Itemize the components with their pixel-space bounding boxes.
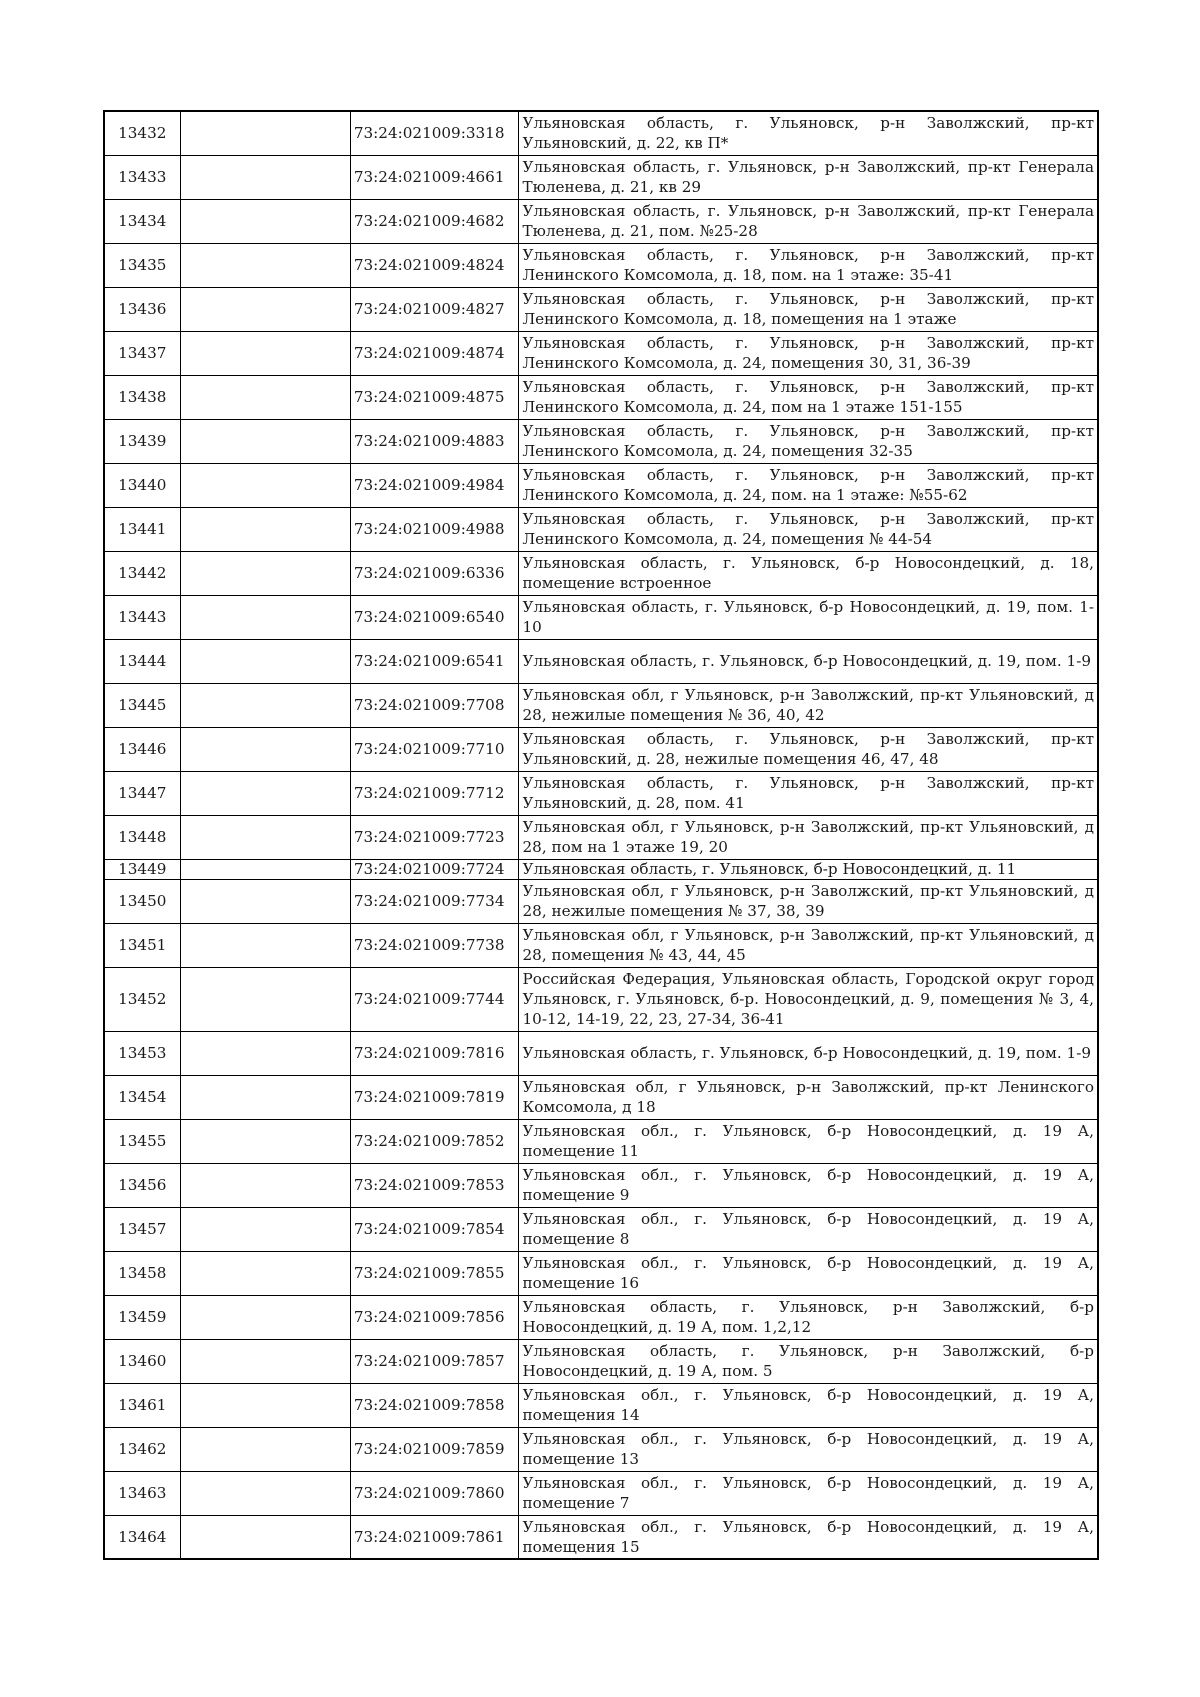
table-row — [104, 1031, 1098, 1075]
row-number-cell: 13445 — [104, 683, 180, 727]
empty-cell — [180, 155, 350, 199]
address-cell: Ульяновская область, г. Ульяновск, р-н Заволжский, пр-кт Ульяновский, д. 28, нежилые помещения 46, 47, 48 — [518, 727, 1098, 771]
row-number-cell: 13441 — [104, 507, 180, 551]
row-number-cell: 13443 — [104, 595, 180, 639]
table-row — [104, 1075, 1098, 1119]
address-cell: Ульяновская обл., г. Ульяновск, б-р Новосондецкий, д. 19 А, помещение 16 — [518, 1251, 1098, 1295]
address-cell: Российская Федерация, Ульяновская область, Городской округ город Ульяновск, г. Ульяновск, б-р. Новосондецкий, д. 9, помещения № 3, 4, 10-12, 14-19, 22, 23, 27-34, 36-41 — [518, 967, 1098, 1031]
table-row — [104, 331, 1098, 375]
cadastral-number-cell: 73:24:021009:6540 — [350, 595, 518, 639]
empty-cell — [180, 1515, 350, 1559]
empty-cell — [180, 879, 350, 923]
row-number-cell: 13453 — [104, 1031, 180, 1075]
cadastral-number-cell: 73:24:021009:7712 — [350, 771, 518, 815]
row-number-cell: 13433 — [104, 155, 180, 199]
empty-cell — [180, 199, 350, 243]
empty-cell — [180, 1383, 350, 1427]
address-cell: Ульяновская область, г. Ульяновск, р-н Заволжский, пр-кт Ленинского Комсомола, д. 18, пом. на 1 этаже: 35-41 — [518, 243, 1098, 287]
address-cell: Ульяновская область, г. Ульяновск, б-р Новосондецкий, д. 19, пом. 1-9 — [518, 1031, 1098, 1075]
address-cell: Ульяновская область, г. Ульяновск, р-н Заволжский, пр-кт Ленинского Комсомола, д. 18, помещения на 1 этаже — [518, 287, 1098, 331]
cadastral-number-cell: 73:24:021009:7854 — [350, 1207, 518, 1251]
address-cell: Ульяновская область, г. Ульяновск, р-н Заволжский, пр-кт Ленинского Комсомола, д. 24, помещения 32-35 — [518, 419, 1098, 463]
table-row — [104, 1471, 1098, 1515]
address-cell: Ульяновская обл., г. Ульяновск, б-р Новосондецкий, д. 19 А, помещение 7 — [518, 1471, 1098, 1515]
address-cell: Ульяновская область, г. Ульяновск, р-н Заволжский, пр-кт Ленинского Комсомола, д. 24, помещения 30, 31, 36-39 — [518, 331, 1098, 375]
cadastral-number-cell: 73:24:021009:7861 — [350, 1515, 518, 1559]
cadastral-number-cell: 73:24:021009:7858 — [350, 1383, 518, 1427]
cadastral-number-cell: 73:24:021009:7734 — [350, 879, 518, 923]
address-cell: Ульяновская область, г. Ульяновск, р-н Заволжский, б-р Новосондецкий, д. 19 А, пом. 1,2,12 — [518, 1295, 1098, 1339]
table-row — [104, 967, 1098, 1031]
table-row — [104, 1119, 1098, 1163]
empty-cell — [180, 331, 350, 375]
table-row — [104, 815, 1098, 859]
table-row — [104, 551, 1098, 595]
table-row — [104, 243, 1098, 287]
address-cell: Ульяновская обл., г. Ульяновск, б-р Новосондецкий, д. 19 А, помещение 9 — [518, 1163, 1098, 1207]
address-cell: Ульяновская обл., г. Ульяновск, б-р Новосондецкий, д. 19 А, помещения 15 — [518, 1515, 1098, 1559]
cadastral-number-cell: 73:24:021009:3318 — [350, 111, 518, 155]
empty-cell — [180, 1427, 350, 1471]
row-number-cell: 13455 — [104, 1119, 180, 1163]
row-number-cell: 13437 — [104, 331, 180, 375]
address-cell: Ульяновская обл., г. Ульяновск, б-р Новосондецкий, д. 19 А, помещение 11 — [518, 1119, 1098, 1163]
table-row — [104, 419, 1098, 463]
table-row — [104, 507, 1098, 551]
empty-cell — [180, 1207, 350, 1251]
empty-cell — [180, 923, 350, 967]
empty-cell — [180, 1119, 350, 1163]
empty-cell — [180, 1251, 350, 1295]
empty-cell — [180, 1295, 350, 1339]
row-number-cell: 13448 — [104, 815, 180, 859]
empty-cell — [180, 1031, 350, 1075]
address-cell: Ульяновская область, г. Ульяновск, б-р Новосондецкий, д. 19, пом. 1-9 — [518, 639, 1098, 683]
address-cell: Ульяновская область, г. Ульяновск, р-н Заволжский, пр-кт Ленинского Комсомола, д. 24, пом на 1 этаже 151-155 — [518, 375, 1098, 419]
empty-cell — [180, 375, 350, 419]
table-row — [104, 1515, 1098, 1559]
table-row — [104, 923, 1098, 967]
empty-cell — [180, 243, 350, 287]
property-registry-table — [103, 110, 1099, 1560]
row-number-cell: 13464 — [104, 1515, 180, 1559]
table-row — [104, 727, 1098, 771]
row-number-cell: 13457 — [104, 1207, 180, 1251]
cadastral-number-cell: 73:24:021009:7816 — [350, 1031, 518, 1075]
cadastral-number-cell: 73:24:021009:7852 — [350, 1119, 518, 1163]
row-number-cell: 13444 — [104, 639, 180, 683]
address-cell: Ульяновская область, г. Ульяновск, р-н Заволжский, пр-кт Ульяновский, д. 28, пом. 41 — [518, 771, 1098, 815]
cadastral-number-cell: 73:24:021009:7859 — [350, 1427, 518, 1471]
table-row — [104, 771, 1098, 815]
address-cell: Ульяновская обл., г. Ульяновск, б-р Новосондецкий, д. 19 А, помещение 8 — [518, 1207, 1098, 1251]
cadastral-number-cell: 73:24:021009:4682 — [350, 199, 518, 243]
cadastral-number-cell: 73:24:021009:4984 — [350, 463, 518, 507]
row-number-cell: 13454 — [104, 1075, 180, 1119]
cadastral-number-cell: 73:24:021009:7860 — [350, 1471, 518, 1515]
table-row — [104, 595, 1098, 639]
empty-cell — [180, 419, 350, 463]
address-cell: Ульяновская область, г. Ульяновск, б-р Новосондецкий, д. 19, пом. 1-10 — [518, 595, 1098, 639]
table-row — [104, 1427, 1098, 1471]
cadastral-number-cell: 73:24:021009:7744 — [350, 967, 518, 1031]
table-row — [104, 1295, 1098, 1339]
table-row — [104, 1339, 1098, 1383]
table-row — [104, 1207, 1098, 1251]
empty-cell — [180, 967, 350, 1031]
address-cell: Ульяновская обл, г Ульяновск, р-н Заволжский, пр-кт Ульяновский, д 28, нежилые помещения № 37, 38, 39 — [518, 879, 1098, 923]
empty-cell — [180, 1471, 350, 1515]
table-row — [104, 199, 1098, 243]
address-cell: Ульяновская область, г. Ульяновск, р-н Заволжский, пр-кт Генерала Тюленева, д. 21, кв 29 — [518, 155, 1098, 199]
empty-cell — [180, 551, 350, 595]
empty-cell — [180, 287, 350, 331]
empty-cell — [180, 1163, 350, 1207]
empty-cell — [180, 771, 350, 815]
cadastral-number-cell: 73:24:021009:7724 — [350, 859, 518, 879]
empty-cell — [180, 111, 350, 155]
empty-cell — [180, 639, 350, 683]
cadastral-number-cell: 73:24:021009:6541 — [350, 639, 518, 683]
table-row — [104, 287, 1098, 331]
cadastral-number-cell: 73:24:021009:7855 — [350, 1251, 518, 1295]
empty-cell — [180, 683, 350, 727]
cadastral-number-cell: 73:24:021009:4661 — [350, 155, 518, 199]
address-cell: Ульяновская обл., г. Ульяновск, б-р Новосондецкий, д. 19 А, помещения 14 — [518, 1383, 1098, 1427]
row-number-cell: 13450 — [104, 879, 180, 923]
table-row — [104, 375, 1098, 419]
address-cell: Ульяновская область, г. Ульяновск, б-р Новосондецкий, д. 18, помещение встроенное — [518, 551, 1098, 595]
empty-cell — [180, 463, 350, 507]
row-number-cell: 13439 — [104, 419, 180, 463]
cadastral-number-cell: 73:24:021009:6336 — [350, 551, 518, 595]
table-row — [104, 1251, 1098, 1295]
row-number-cell: 13447 — [104, 771, 180, 815]
address-cell: Ульяновская обл, г Ульяновск, р-н Заволжский, пр-кт Ульяновский, д 28, помещения № 43, 44, 45 — [518, 923, 1098, 967]
row-number-cell: 13436 — [104, 287, 180, 331]
cadastral-number-cell: 73:24:021009:7738 — [350, 923, 518, 967]
cadastral-number-cell: 73:24:021009:7853 — [350, 1163, 518, 1207]
table-row — [104, 1383, 1098, 1427]
empty-cell — [180, 859, 350, 879]
table-row — [104, 639, 1098, 683]
table-row — [104, 859, 1098, 879]
row-number-cell: 13463 — [104, 1471, 180, 1515]
empty-cell — [180, 1075, 350, 1119]
cadastral-number-cell: 73:24:021009:7710 — [350, 727, 518, 771]
cadastral-number-cell: 73:24:021009:4874 — [350, 331, 518, 375]
row-number-cell: 13459 — [104, 1295, 180, 1339]
row-number-cell: 13434 — [104, 199, 180, 243]
registry-table-body — [104, 111, 1098, 1559]
cadastral-number-cell: 73:24:021009:7723 — [350, 815, 518, 859]
cadastral-number-cell: 73:24:021009:4827 — [350, 287, 518, 331]
row-number-cell: 13438 — [104, 375, 180, 419]
table-row — [104, 683, 1098, 727]
address-cell: Ульяновская обл, г Ульяновск, р-н Заволжский, пр-кт Ульяновский, д 28, нежилые помещения № 36, 40, 42 — [518, 683, 1098, 727]
address-cell: Ульяновская область, г. Ульяновск, р-н Заволжский, пр-кт Генерала Тюленева, д. 21, пом. №25-28 — [518, 199, 1098, 243]
empty-cell — [180, 1339, 350, 1383]
address-cell: Ульяновская обл, г Ульяновск, р-н Заволжский, пр-кт Ленинского Комсомола, д 18 — [518, 1075, 1098, 1119]
cadastral-number-cell: 73:24:021009:7708 — [350, 683, 518, 727]
table-row — [104, 111, 1098, 155]
row-number-cell: 13440 — [104, 463, 180, 507]
empty-cell — [180, 727, 350, 771]
row-number-cell: 13435 — [104, 243, 180, 287]
empty-cell — [180, 595, 350, 639]
address-cell: Ульяновская обл., г. Ульяновск, б-р Новосондецкий, д. 19 А, помещение 13 — [518, 1427, 1098, 1471]
address-cell: Ульяновская область, г. Ульяновск, р-н Заволжский, пр-кт Ленинского Комсомола, д. 24, пом. на 1 этаже: №55-62 — [518, 463, 1098, 507]
row-number-cell: 13442 — [104, 551, 180, 595]
cadastral-number-cell: 73:24:021009:4883 — [350, 419, 518, 463]
cadastral-number-cell: 73:24:021009:4988 — [350, 507, 518, 551]
address-cell: Ульяновская область, г. Ульяновск, р-н Заволжский, пр-кт Ульяновский, д. 22, кв П* — [518, 111, 1098, 155]
row-number-cell: 13449 — [104, 859, 180, 879]
table-row — [104, 879, 1098, 923]
table-row — [104, 155, 1098, 199]
row-number-cell: 13462 — [104, 1427, 180, 1471]
row-number-cell: 13460 — [104, 1339, 180, 1383]
row-number-cell: 13446 — [104, 727, 180, 771]
table-row — [104, 1163, 1098, 1207]
cadastral-number-cell: 73:24:021009:4824 — [350, 243, 518, 287]
address-cell: Ульяновская область, г. Ульяновск, р-н Заволжский, пр-кт Ленинского Комсомола, д. 24, помещения № 44-54 — [518, 507, 1098, 551]
address-cell: Ульяновская обл, г Ульяновск, р-н Заволжский, пр-кт Ульяновский, д 28, пом на 1 этаже 19, 20 — [518, 815, 1098, 859]
row-number-cell: 13458 — [104, 1251, 180, 1295]
row-number-cell: 13451 — [104, 923, 180, 967]
cadastral-number-cell: 73:24:021009:7857 — [350, 1339, 518, 1383]
cadastral-number-cell: 73:24:021009:4875 — [350, 375, 518, 419]
row-number-cell: 13461 — [104, 1383, 180, 1427]
row-number-cell: 13432 — [104, 111, 180, 155]
empty-cell — [180, 507, 350, 551]
row-number-cell: 13456 — [104, 1163, 180, 1207]
address-cell: Ульяновская область, г. Ульяновск, б-р Новосондецкий, д. 11 — [518, 859, 1098, 879]
address-cell: Ульяновская область, г. Ульяновск, р-н Заволжский, б-р Новосондецкий, д. 19 А, пом. 5 — [518, 1339, 1098, 1383]
cadastral-number-cell: 73:24:021009:7819 — [350, 1075, 518, 1119]
row-number-cell: 13452 — [104, 967, 180, 1031]
cadastral-number-cell: 73:24:021009:7856 — [350, 1295, 518, 1339]
empty-cell — [180, 815, 350, 859]
table-row — [104, 463, 1098, 507]
